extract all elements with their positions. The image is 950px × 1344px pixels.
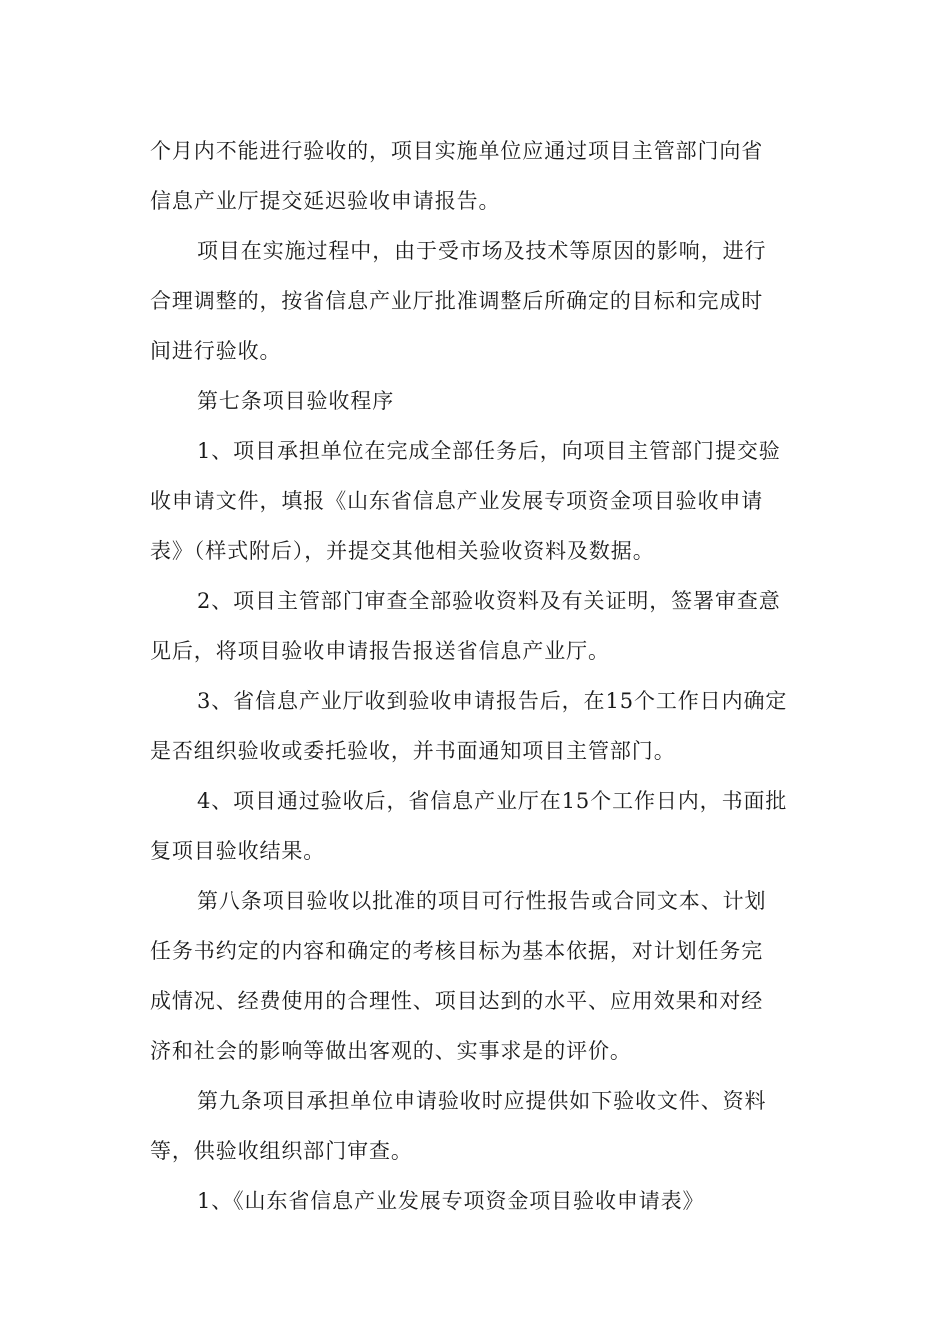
text-line: 1、项目承担单位在完成全部任务后，向项目主管部门提交验 [197, 439, 781, 463]
text-line: 2、项目主管部门审查全部验收资料及有关证明，签署审查意 [197, 589, 781, 613]
text-line: 1、《山东省信息产业发展专项资金项目验收申请表》 [197, 1189, 705, 1213]
text-line: 间进行验收。 [150, 339, 282, 363]
text-line: 个月内不能进行验收的，项目实施单位应通过项目主管部门向省 [150, 139, 764, 163]
text-line: 复项目验收结果。 [150, 839, 326, 863]
text-line: 成情况、经费使用的合理性、项目达到的水平、应用效果和对经 [150, 989, 764, 1013]
section-heading: 第七条项目验收程序 [197, 389, 395, 413]
text-line: 收申请文件，填报《山东省信息产业发展专项资金项目验收申请 [150, 489, 764, 513]
text-line: 项目在实施过程中，由于受市场及技术等原因的影响，进行 [197, 239, 767, 263]
text-line: 信息产业厅提交延迟验收申请报告。 [150, 189, 501, 213]
text-line: 济和社会的影响等做出客观的、实事求是的评价。 [150, 1039, 632, 1063]
text-line: 合理调整的，按省信息产业厅批准调整后所确定的目标和完成时 [150, 289, 764, 313]
text-line: 任务书约定的内容和确定的考核目标为基本依据，对计划任务完 [150, 939, 764, 963]
text-line: 表》（样式附后），并提交其他相关验收资料及数据。 [150, 539, 655, 563]
text-line: 第九条项目承担单位申请验收时应提供如下验收文件、资料 [197, 1089, 767, 1113]
text-line: 等，供验收组织部门审查。 [150, 1139, 413, 1163]
text-line: 3、省信息产业厅收到验收申请报告后，在15个工作日内确定 [197, 689, 788, 713]
text-line: 见后，将项目验收申请报告报送省信息产业厅。 [150, 639, 610, 663]
text-line: 第八条项目验收以批准的项目可行性报告或合同文本、计划 [197, 889, 767, 913]
text-line: 是否组织验收或委托验收，并书面通知项目主管部门。 [150, 739, 676, 763]
text-line: 4、项目通过验收后，省信息产业厅在15个工作日内，书面批 [197, 789, 788, 813]
